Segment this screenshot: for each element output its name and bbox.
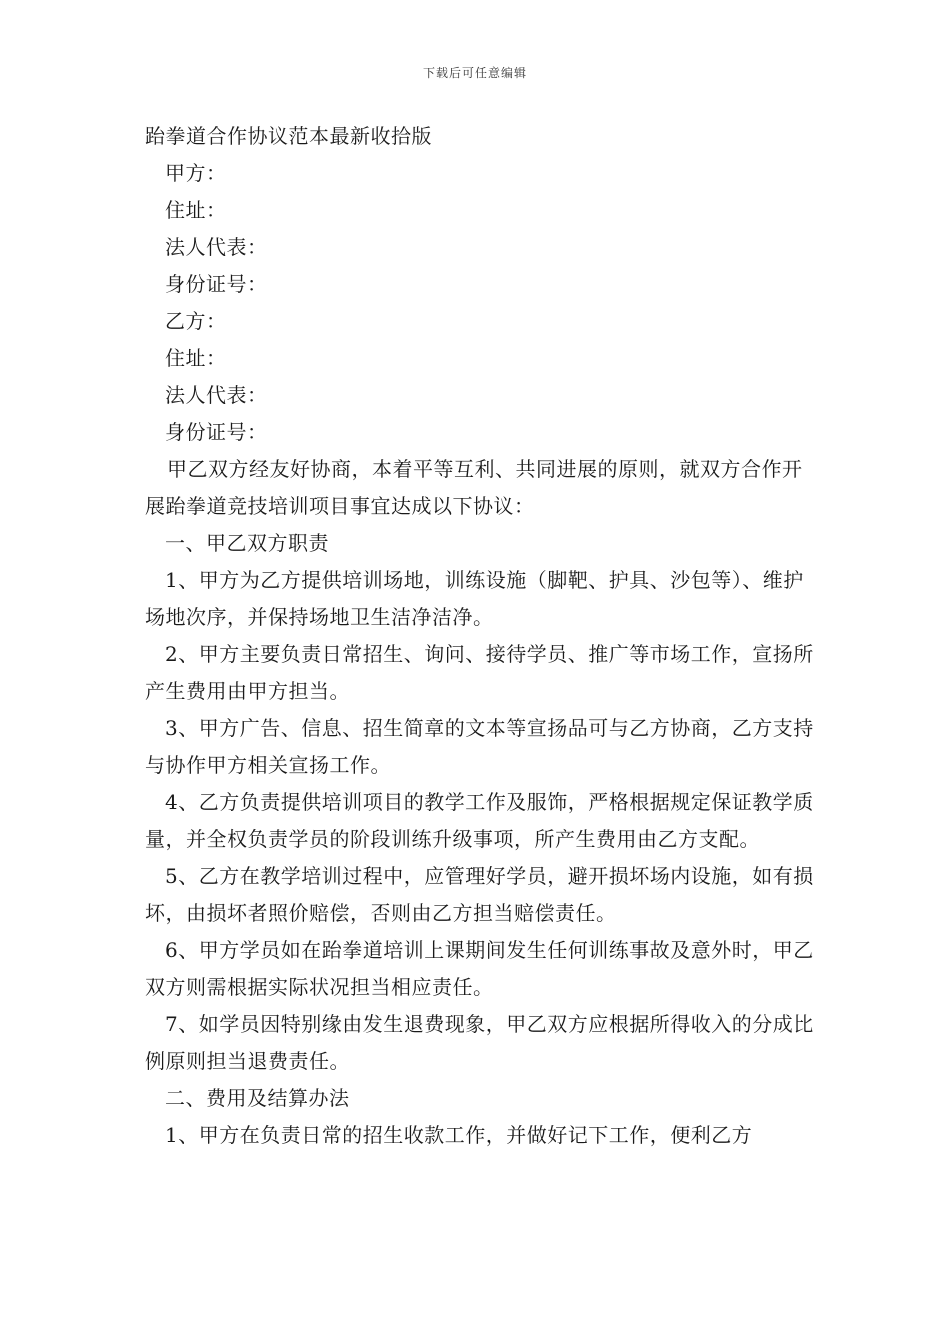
party-a-address-label: 住址：: [165, 198, 227, 222]
party-a-name-label: 甲方：: [165, 161, 227, 185]
section-2-heading: 二、费用及结算办法: [165, 1086, 350, 1110]
section-1-item: 7、如学员因特别缘由发生退费现象，甲乙双方应根据所得收入的分成比例原则担当退费责任。: [145, 1012, 814, 1073]
section-1-item: 5、乙方在教学培训过程中，应管理好学员，避开损坏场内设施，如有损坏，由损坏者照价赔偿，否则由乙方担当赔偿责任。: [145, 864, 814, 925]
party-b-id-label: 身份证号：: [165, 420, 268, 444]
party-b-name-label: 乙方：: [165, 309, 227, 333]
section-1-item: 4、乙方负责提供培训项目的教学工作及服饰，严格根据规定保证教学质量，并全权负责学员的阶段训练升级事项，所产生费用由乙方支配。: [145, 790, 814, 851]
party-a-legal-rep-label: 法人代表：: [165, 235, 268, 259]
document-body: [145, 118, 815, 1154]
party-b-address-label: 住址：: [165, 346, 227, 370]
document-title: 跆拳道合作协议范本最新收拾版: [145, 124, 432, 148]
section-2-item: 1、甲方在负责日常的招生收款工作，并做好记下工作，便利乙方: [165, 1123, 753, 1147]
header-note: 下载后可任意编辑: [422, 66, 527, 80]
section-1-item: 2、甲方主要负责日常招生、询问、接待学员、推广等市场工作，宣扬所产生费用由甲方担当。: [145, 642, 814, 703]
party-b-legal-rep-label: 法人代表：: [165, 383, 268, 407]
party-a-id-label: 身份证号：: [165, 272, 268, 296]
section-1-item: 1、甲方为乙方提供培训场地，训练设施（脚靶、护具、沙包等）、维护场地次序，并保持场地卫生洁净洁净。: [145, 568, 804, 629]
section-1-item: 6、甲方学员如在跆拳道培训上课期间发生任何训练事故及意外时，甲乙双方则需根据实际状况担当相应责任。: [145, 938, 814, 999]
section-1-heading: 一、甲乙双方职责: [165, 531, 329, 555]
intro-paragraph: 甲乙双方经友好协商，本着平等互利、共同进展的原则，就双方合作开展跆拳道竞技培训项目事宜达成以下协议：: [145, 457, 803, 518]
section-1-item: 3、甲方广告、信息、招生简章的文本等宣扬品可与乙方协商，乙方支持与协作甲方相关宣扬工作。: [145, 716, 814, 777]
